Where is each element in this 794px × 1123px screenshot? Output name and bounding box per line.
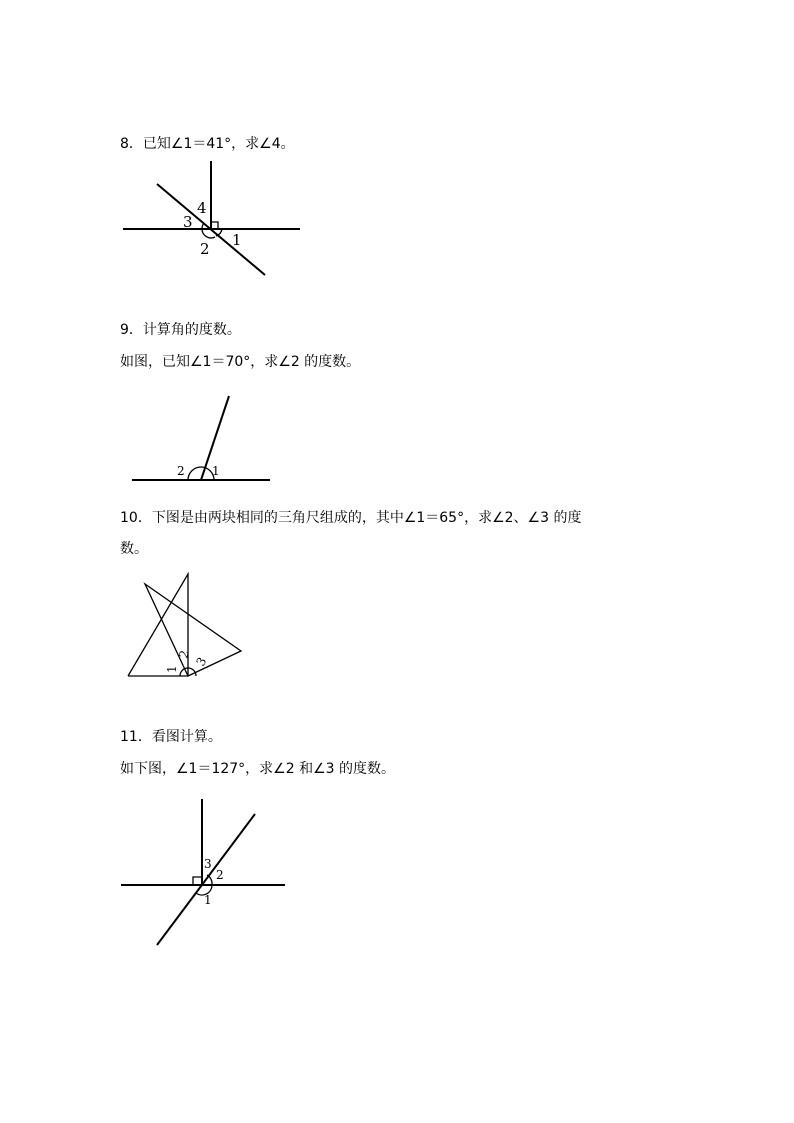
q9-title: 9．计算角的度数。 xyxy=(120,322,241,338)
q9-text: 如图，已知∠1＝70°，求∠2 的度数。 xyxy=(120,354,361,370)
q11-right-angle-mark xyxy=(193,877,202,885)
q9-label-2: 2 xyxy=(177,464,185,478)
q8-label-4: 4 xyxy=(197,199,207,217)
q11-label-2: 2 xyxy=(216,868,224,882)
q8-label-1: 1 xyxy=(232,231,242,249)
q10-label-3: 3 xyxy=(193,654,210,669)
q10-text-line2: 数。 xyxy=(120,541,148,557)
q11-label-1: 1 xyxy=(204,893,212,907)
q11-slanted-line xyxy=(157,814,255,945)
q10-label-2: 2 xyxy=(176,648,192,660)
q10-text-line1: 10．下图是由两块相同的三角尺组成的，其中∠1＝65°，求∠2、∠3 的度 xyxy=(120,510,582,526)
q9-label-1: 1 xyxy=(212,464,220,478)
q8-text: 8．已知∠1＝41°，求∠4。 xyxy=(120,136,295,152)
q11-label-3: 3 xyxy=(204,857,212,871)
q8-label-2: 2 xyxy=(200,240,210,258)
q8-label-3: 3 xyxy=(183,213,193,231)
q10-label-1: 1 xyxy=(165,665,179,673)
q11-text: 如下图，∠1＝127°，求∠2 和∠3 的度数。 xyxy=(120,761,395,777)
q11-title: 11．看图计算。 xyxy=(120,729,222,745)
